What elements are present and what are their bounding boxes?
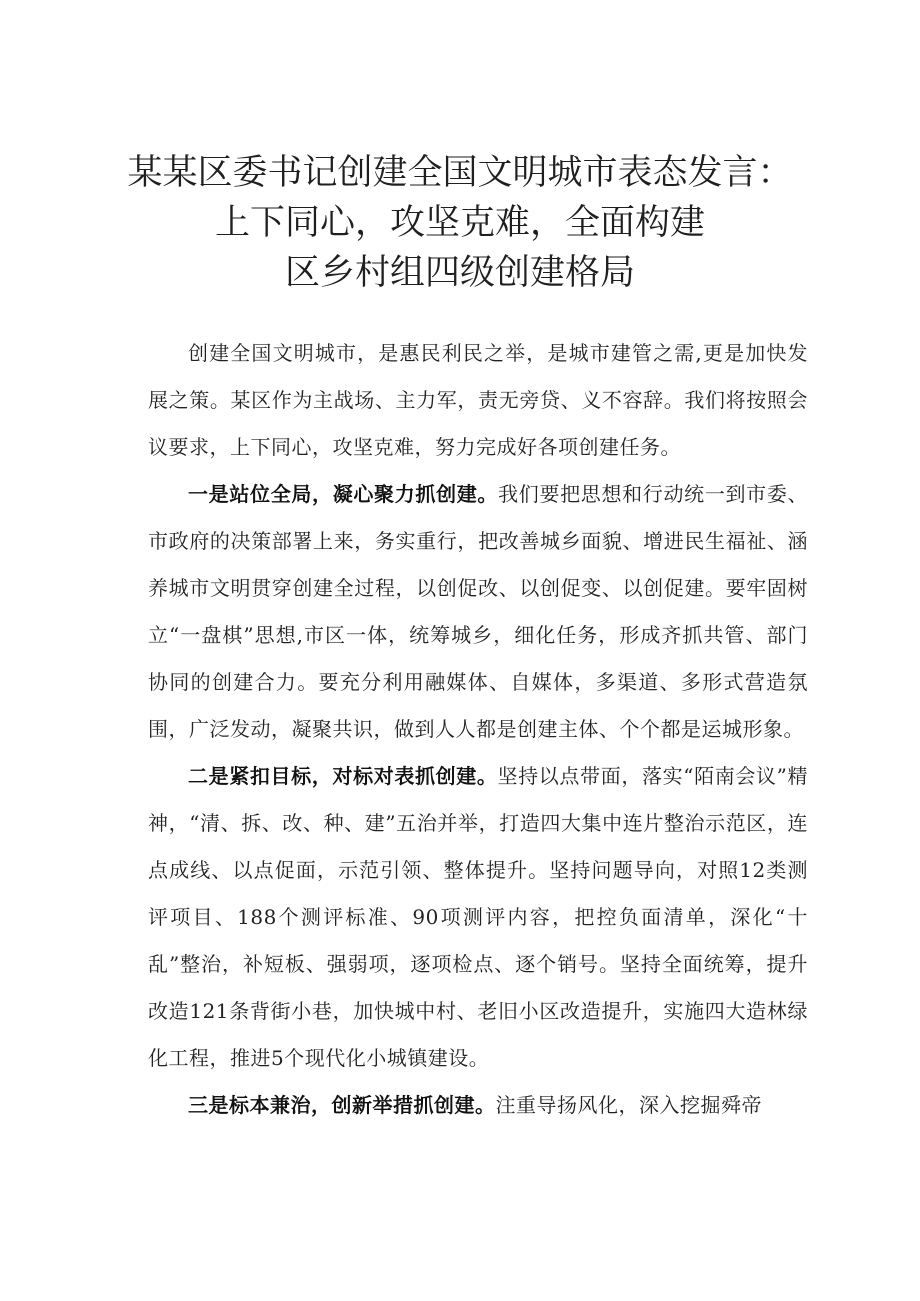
paragraph-text: 我们要把思想和行动统一到市委、市政府的决策部署上来，务实重行，把改善城乡面貌、增进民生福祉、涵养城市文明贯穿创建全过程，以创促改、以创促变、以创促建。要牢固树立“一盘棋”思想,市区一体，统筹城乡，细化任务，形成齐抓共管、部门协同的创建合力。要充分利用融媒体、自媒体，多渠道、多形式营造氛围，广泛发动，凝聚共识，做到人人都是创建主体、个个都是运城形象。 xyxy=(148,482,809,741)
paragraph-text: 坚持以点带面，落实“陌南会议”精神，“清、拆、改、种、建”五治并举，打造四大集中连片整治示范区，连点成线、以点促面，示范引领、整体提升。坚持问题导向，对照12类测评项目、188个测评标准、90项测评内容，把控负面清单，深化“十乱”整治，补短板、强弱项，逐项检点、逐个销号。坚持全面统筹，提升改造121条背街小巷，加快城中村、老旧小区改造提升，实施四大造林绿化工程，推进5个现代化小城镇建设。 xyxy=(148,764,809,1070)
title-line-1: 某某区委书记创建全国文明城市表态发言： xyxy=(127,153,793,193)
paragraph-intro xyxy=(148,330,808,471)
document-title xyxy=(100,148,820,298)
paragraph-text: 创建全国文明城市，是惠民利民之举，是城市建管之需,更是加快发展之策。某区作为主战场、主力军，责无旁贷、义不容辞。我们将按照会议要求，上下同心，攻坚克难，努力完成好各项创建任务。 xyxy=(148,341,808,459)
title-line-2: 上下同心，攻坚克难，全面构建 xyxy=(214,203,705,243)
paragraph-text: 注重导扬风化，深入挖掘舜帝 xyxy=(495,1093,762,1117)
paragraph-point-2 xyxy=(148,753,808,1082)
paragraph-lead: 一是站位全局，凝心聚力抓创建。 xyxy=(188,482,499,506)
title-line-3: 区乡村组四级创建格局 xyxy=(284,253,635,293)
paragraph-lead: 三是标本兼治，创新举措抓创建。 xyxy=(188,1093,496,1117)
paragraph-point-3 xyxy=(148,1082,808,1129)
paragraph-point-1 xyxy=(148,471,808,753)
paragraph-lead: 二是紧扣目标，对标对表抓创建。 xyxy=(188,764,498,788)
document-body xyxy=(148,330,808,1129)
